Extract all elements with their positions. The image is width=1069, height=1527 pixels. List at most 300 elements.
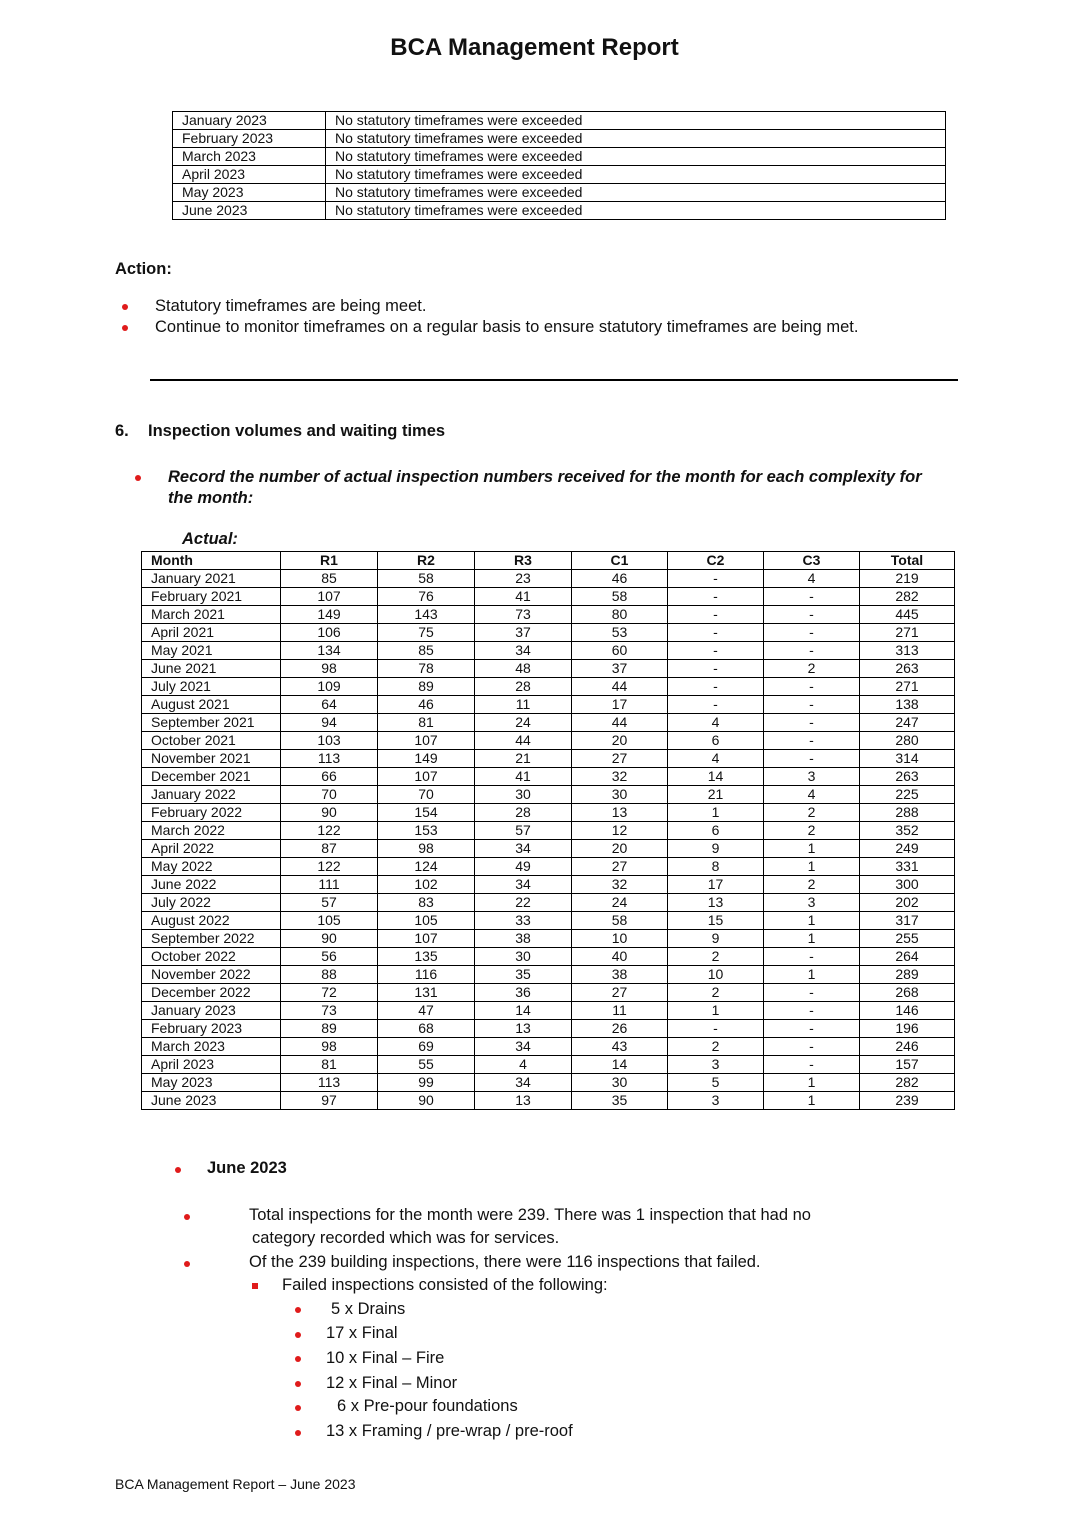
r1-cell: 94 bbox=[281, 714, 378, 732]
c1-cell: 12 bbox=[572, 822, 668, 840]
r2-cell: 131 bbox=[378, 984, 475, 1002]
column-header-month: Month bbox=[142, 552, 281, 570]
table-row bbox=[142, 876, 955, 894]
c1-cell: 58 bbox=[572, 912, 668, 930]
c1-cell: 46 bbox=[572, 570, 668, 588]
month-cell: July 2022 bbox=[142, 894, 281, 912]
r3-cell: 21 bbox=[475, 750, 572, 768]
table-row bbox=[173, 166, 946, 184]
c2-cell: - bbox=[668, 642, 764, 660]
total-cell: 219 bbox=[860, 570, 955, 588]
table-header-row bbox=[142, 552, 955, 570]
c1-cell: 14 bbox=[572, 1056, 668, 1074]
table-row bbox=[142, 1038, 955, 1056]
r3-cell: 44 bbox=[475, 732, 572, 750]
month-cell: February 2022 bbox=[142, 804, 281, 822]
r3-cell: 34 bbox=[475, 876, 572, 894]
r2-cell: 107 bbox=[378, 768, 475, 786]
table-row bbox=[142, 1074, 955, 1092]
table-row bbox=[142, 984, 955, 1002]
square-bullet-icon bbox=[252, 1283, 258, 1289]
r1-cell: 87 bbox=[281, 840, 378, 858]
c2-cell: - bbox=[668, 588, 764, 606]
c2-cell: - bbox=[668, 1020, 764, 1038]
r1-cell: 89 bbox=[281, 1020, 378, 1038]
r3-cell: 28 bbox=[475, 804, 572, 822]
r3-cell: 13 bbox=[475, 1092, 572, 1110]
c3-cell: - bbox=[764, 624, 860, 642]
c1-cell: 17 bbox=[572, 696, 668, 714]
r3-cell: 13 bbox=[475, 1020, 572, 1038]
r1-cell: 109 bbox=[281, 678, 378, 696]
r2-cell: 46 bbox=[378, 696, 475, 714]
r1-cell: 105 bbox=[281, 912, 378, 930]
c1-cell: 60 bbox=[572, 642, 668, 660]
c3-cell: 1 bbox=[764, 966, 860, 984]
column-header-c1: C1 bbox=[572, 552, 668, 570]
total-cell: 300 bbox=[860, 876, 955, 894]
r1-cell: 107 bbox=[281, 588, 378, 606]
month-cell: February 2023 bbox=[173, 130, 326, 148]
total-cell: 445 bbox=[860, 606, 955, 624]
table-row bbox=[142, 660, 955, 678]
r2-cell: 89 bbox=[378, 678, 475, 696]
c1-cell: 58 bbox=[572, 588, 668, 606]
c3-cell: 3 bbox=[764, 894, 860, 912]
r1-cell: 57 bbox=[281, 894, 378, 912]
r2-cell: 153 bbox=[378, 822, 475, 840]
c2-cell: 2 bbox=[668, 948, 764, 966]
bullet-icon bbox=[295, 1405, 301, 1411]
table-row bbox=[142, 858, 955, 876]
r3-cell: 34 bbox=[475, 1074, 572, 1092]
failed-item: 17 x Final bbox=[326, 1324, 398, 1342]
total-cell: 239 bbox=[860, 1092, 955, 1110]
r1-cell: 70 bbox=[281, 786, 378, 804]
c2-cell: 1 bbox=[668, 1002, 764, 1020]
table-row bbox=[142, 1056, 955, 1074]
r2-cell: 47 bbox=[378, 1002, 475, 1020]
r3-cell: 23 bbox=[475, 570, 572, 588]
actual-label: Actual: bbox=[182, 530, 238, 548]
failed-item: 13 x Framing / pre-wrap / pre-roof bbox=[326, 1422, 573, 1440]
action-heading: Action: bbox=[115, 260, 172, 278]
total-cell: 225 bbox=[860, 786, 955, 804]
month-cell: February 2021 bbox=[142, 588, 281, 606]
c2-cell: - bbox=[668, 678, 764, 696]
month-cell: January 2022 bbox=[142, 786, 281, 804]
status-cell: No statutory timeframes were exceeded bbox=[326, 166, 946, 184]
r2-cell: 107 bbox=[378, 732, 475, 750]
table-row bbox=[142, 948, 955, 966]
c2-cell: 2 bbox=[668, 1038, 764, 1056]
c1-cell: 27 bbox=[572, 984, 668, 1002]
status-cell: No statutory timeframes were exceeded bbox=[326, 112, 946, 130]
failed-item: 10 x Final – Fire bbox=[326, 1349, 445, 1367]
c3-cell: 2 bbox=[764, 804, 860, 822]
bullet-icon bbox=[295, 1430, 301, 1436]
table-row bbox=[142, 642, 955, 660]
c1-cell: 44 bbox=[572, 678, 668, 696]
section-intro: Record the number of actual inspection numbers received for the month for each complexity for the month: bbox=[168, 468, 922, 507]
c1-cell: 43 bbox=[572, 1038, 668, 1056]
r1-cell: 72 bbox=[281, 984, 378, 1002]
r1-cell: 85 bbox=[281, 570, 378, 588]
status-cell: No statutory timeframes were exceeded bbox=[326, 184, 946, 202]
bullet-icon bbox=[122, 304, 128, 310]
c3-cell: 2 bbox=[764, 876, 860, 894]
c3-cell: 2 bbox=[764, 660, 860, 678]
r1-cell: 149 bbox=[281, 606, 378, 624]
total-cell: 317 bbox=[860, 912, 955, 930]
month-cell: February 2023 bbox=[142, 1020, 281, 1038]
c1-cell: 11 bbox=[572, 1002, 668, 1020]
c1-cell: 35 bbox=[572, 1092, 668, 1110]
bullet-icon bbox=[135, 475, 141, 481]
c3-cell: - bbox=[764, 1056, 860, 1074]
total-cell: 138 bbox=[860, 696, 955, 714]
column-header-r1: R1 bbox=[281, 552, 378, 570]
month-cell: March 2023 bbox=[142, 1038, 281, 1056]
c3-cell: - bbox=[764, 984, 860, 1002]
c2-cell: 3 bbox=[668, 1056, 764, 1074]
r2-cell: 105 bbox=[378, 912, 475, 930]
month-cell: December 2022 bbox=[142, 984, 281, 1002]
total-cell: 331 bbox=[860, 858, 955, 876]
failed-item: 5 x Drains bbox=[331, 1300, 406, 1318]
r1-cell: 122 bbox=[281, 822, 378, 840]
bullet-icon bbox=[295, 1332, 301, 1338]
column-header-c3: C3 bbox=[764, 552, 860, 570]
c3-cell: - bbox=[764, 750, 860, 768]
r3-cell: 57 bbox=[475, 822, 572, 840]
c2-cell: - bbox=[668, 624, 764, 642]
table-row bbox=[142, 822, 955, 840]
table-row bbox=[173, 184, 946, 202]
section-heading: Inspection volumes and waiting times bbox=[148, 422, 446, 440]
r2-cell: 143 bbox=[378, 606, 475, 624]
c3-cell: - bbox=[764, 588, 860, 606]
action-item: Statutory timeframes are being meet. bbox=[155, 297, 427, 315]
r3-cell: 30 bbox=[475, 948, 572, 966]
total-cell: 202 bbox=[860, 894, 955, 912]
month-cell: October 2022 bbox=[142, 948, 281, 966]
table-row bbox=[142, 750, 955, 768]
c3-cell: - bbox=[764, 1020, 860, 1038]
bullet-icon bbox=[295, 1307, 301, 1313]
table-row bbox=[142, 966, 955, 984]
table-row bbox=[142, 894, 955, 912]
month-cell: May 2021 bbox=[142, 642, 281, 660]
timeframes-table bbox=[172, 111, 946, 220]
failed-item: 12 x Final – Minor bbox=[326, 1374, 458, 1392]
c3-cell: 4 bbox=[764, 570, 860, 588]
r1-cell: 64 bbox=[281, 696, 378, 714]
r1-cell: 122 bbox=[281, 858, 378, 876]
bullet-icon bbox=[122, 325, 128, 331]
total-cell: 249 bbox=[860, 840, 955, 858]
table-row bbox=[173, 130, 946, 148]
bullet-icon bbox=[295, 1356, 301, 1362]
r2-cell: 83 bbox=[378, 894, 475, 912]
section-divider bbox=[150, 379, 958, 381]
c3-cell: - bbox=[764, 732, 860, 750]
column-header-r3: R3 bbox=[475, 552, 572, 570]
c1-cell: 80 bbox=[572, 606, 668, 624]
failed-intro: Failed inspections consisted of the following: bbox=[282, 1276, 608, 1294]
month-cell: August 2022 bbox=[142, 912, 281, 930]
c2-cell: 5 bbox=[668, 1074, 764, 1092]
r3-cell: 48 bbox=[475, 660, 572, 678]
c2-cell: 6 bbox=[668, 822, 764, 840]
r3-cell: 28 bbox=[475, 678, 572, 696]
table-row bbox=[142, 606, 955, 624]
month-cell: June 2021 bbox=[142, 660, 281, 678]
june-point-continued: category recorded which was for services. bbox=[252, 1229, 560, 1247]
c1-cell: 30 bbox=[572, 786, 668, 804]
month-cell: June 2022 bbox=[142, 876, 281, 894]
page-footer: BCA Management Report – June 2023 bbox=[115, 1476, 356, 1492]
r3-cell: 11 bbox=[475, 696, 572, 714]
total-cell: 196 bbox=[860, 1020, 955, 1038]
june-point: Of the 239 building inspections, there were 116 inspections that failed. bbox=[249, 1253, 761, 1271]
r1-cell: 134 bbox=[281, 642, 378, 660]
total-cell: 289 bbox=[860, 966, 955, 984]
c3-cell: - bbox=[764, 642, 860, 660]
total-cell: 314 bbox=[860, 750, 955, 768]
c3-cell: - bbox=[764, 714, 860, 732]
r1-cell: 88 bbox=[281, 966, 378, 984]
c3-cell: 4 bbox=[764, 786, 860, 804]
bullet-icon bbox=[184, 1261, 190, 1267]
c2-cell: 13 bbox=[668, 894, 764, 912]
month-cell: December 2021 bbox=[142, 768, 281, 786]
month-cell: April 2021 bbox=[142, 624, 281, 642]
total-cell: 268 bbox=[860, 984, 955, 1002]
month-cell: June 2023 bbox=[173, 202, 326, 220]
table-row bbox=[142, 912, 955, 930]
c3-cell: 1 bbox=[764, 912, 860, 930]
c2-cell: 10 bbox=[668, 966, 764, 984]
c1-cell: 10 bbox=[572, 930, 668, 948]
r1-cell: 56 bbox=[281, 948, 378, 966]
c3-cell: - bbox=[764, 1038, 860, 1056]
r3-cell: 30 bbox=[475, 786, 572, 804]
c2-cell: - bbox=[668, 570, 764, 588]
c3-cell: 2 bbox=[764, 822, 860, 840]
r2-cell: 116 bbox=[378, 966, 475, 984]
c2-cell: 1 bbox=[668, 804, 764, 822]
action-item: Continue to monitor timeframes on a regular basis to ensure statutory timeframes are being met. bbox=[155, 318, 859, 336]
table-row bbox=[142, 1020, 955, 1038]
r3-cell: 49 bbox=[475, 858, 572, 876]
month-cell: January 2023 bbox=[173, 112, 326, 130]
inspection-volumes-table bbox=[141, 551, 955, 1110]
r1-cell: 113 bbox=[281, 1074, 378, 1092]
r1-cell: 103 bbox=[281, 732, 378, 750]
month-cell: March 2021 bbox=[142, 606, 281, 624]
c3-cell: - bbox=[764, 948, 860, 966]
r3-cell: 14 bbox=[475, 1002, 572, 1020]
month-cell: May 2022 bbox=[142, 858, 281, 876]
month-cell: September 2021 bbox=[142, 714, 281, 732]
status-cell: No statutory timeframes were exceeded bbox=[326, 130, 946, 148]
table-row bbox=[142, 714, 955, 732]
c1-cell: 38 bbox=[572, 966, 668, 984]
r3-cell: 22 bbox=[475, 894, 572, 912]
c3-cell: - bbox=[764, 606, 860, 624]
c1-cell: 20 bbox=[572, 840, 668, 858]
c2-cell: 17 bbox=[668, 876, 764, 894]
c1-cell: 30 bbox=[572, 1074, 668, 1092]
r2-cell: 99 bbox=[378, 1074, 475, 1092]
c3-cell: 1 bbox=[764, 1074, 860, 1092]
table-row bbox=[142, 1092, 955, 1110]
total-cell: 288 bbox=[860, 804, 955, 822]
table-row bbox=[142, 570, 955, 588]
r3-cell: 34 bbox=[475, 642, 572, 660]
status-cell: No statutory timeframes were exceeded bbox=[326, 148, 946, 166]
c3-cell: 1 bbox=[764, 1092, 860, 1110]
r3-cell: 34 bbox=[475, 840, 572, 858]
total-cell: 247 bbox=[860, 714, 955, 732]
table-row bbox=[142, 840, 955, 858]
c3-cell: 1 bbox=[764, 930, 860, 948]
total-cell: 255 bbox=[860, 930, 955, 948]
r2-cell: 81 bbox=[378, 714, 475, 732]
c2-cell: 9 bbox=[668, 930, 764, 948]
r3-cell: 36 bbox=[475, 984, 572, 1002]
r2-cell: 75 bbox=[378, 624, 475, 642]
c2-cell: 4 bbox=[668, 750, 764, 768]
month-cell: January 2023 bbox=[142, 1002, 281, 1020]
r3-cell: 34 bbox=[475, 1038, 572, 1056]
c2-cell: 6 bbox=[668, 732, 764, 750]
page-title: BCA Management Report bbox=[390, 34, 679, 61]
month-cell: April 2023 bbox=[142, 1056, 281, 1074]
c3-cell: - bbox=[764, 678, 860, 696]
month-cell: May 2023 bbox=[173, 184, 326, 202]
table-row bbox=[173, 112, 946, 130]
inspection-volumes-body bbox=[142, 570, 955, 1110]
june-point: Total inspections for the month were 239. There was 1 inspection that had no bbox=[249, 1206, 811, 1224]
table-row bbox=[173, 202, 946, 220]
c1-cell: 13 bbox=[572, 804, 668, 822]
c2-cell: 8 bbox=[668, 858, 764, 876]
r2-cell: 98 bbox=[378, 840, 475, 858]
c3-cell: 1 bbox=[764, 840, 860, 858]
total-cell: 157 bbox=[860, 1056, 955, 1074]
r3-cell: 73 bbox=[475, 606, 572, 624]
total-cell: 146 bbox=[860, 1002, 955, 1020]
column-header-r2: R2 bbox=[378, 552, 475, 570]
bullet-icon bbox=[175, 1167, 181, 1173]
month-cell: October 2021 bbox=[142, 732, 281, 750]
month-cell: August 2021 bbox=[142, 696, 281, 714]
r3-cell: 41 bbox=[475, 768, 572, 786]
month-cell: September 2022 bbox=[142, 930, 281, 948]
r1-cell: 106 bbox=[281, 624, 378, 642]
bullet-icon bbox=[295, 1381, 301, 1387]
total-cell: 313 bbox=[860, 642, 955, 660]
r1-cell: 113 bbox=[281, 750, 378, 768]
c2-cell: 4 bbox=[668, 714, 764, 732]
table-row bbox=[142, 732, 955, 750]
month-cell: March 2022 bbox=[142, 822, 281, 840]
total-cell: 352 bbox=[860, 822, 955, 840]
c1-cell: 53 bbox=[572, 624, 668, 642]
c1-cell: 32 bbox=[572, 876, 668, 894]
r1-cell: 73 bbox=[281, 1002, 378, 1020]
r2-cell: 55 bbox=[378, 1056, 475, 1074]
c2-cell: - bbox=[668, 606, 764, 624]
c2-cell: 15 bbox=[668, 912, 764, 930]
r3-cell: 38 bbox=[475, 930, 572, 948]
total-cell: 271 bbox=[860, 624, 955, 642]
june-heading: June 2023 bbox=[207, 1159, 287, 1177]
timeframes-table-body bbox=[173, 112, 946, 220]
r3-cell: 4 bbox=[475, 1056, 572, 1074]
total-cell: 246 bbox=[860, 1038, 955, 1056]
month-cell: March 2023 bbox=[173, 148, 326, 166]
total-cell: 282 bbox=[860, 588, 955, 606]
c2-cell: - bbox=[668, 696, 764, 714]
c1-cell: 37 bbox=[572, 660, 668, 678]
table-row bbox=[173, 148, 946, 166]
c2-cell: 2 bbox=[668, 984, 764, 1002]
c3-cell: 1 bbox=[764, 858, 860, 876]
c1-cell: 27 bbox=[572, 750, 668, 768]
r3-cell: 33 bbox=[475, 912, 572, 930]
table-row bbox=[142, 786, 955, 804]
table-row bbox=[142, 804, 955, 822]
month-cell: January 2021 bbox=[142, 570, 281, 588]
month-cell: June 2023 bbox=[142, 1092, 281, 1110]
total-cell: 282 bbox=[860, 1074, 955, 1092]
c1-cell: 27 bbox=[572, 858, 668, 876]
r2-cell: 124 bbox=[378, 858, 475, 876]
c2-cell: 3 bbox=[668, 1092, 764, 1110]
c1-cell: 40 bbox=[572, 948, 668, 966]
r3-cell: 24 bbox=[475, 714, 572, 732]
month-cell: May 2023 bbox=[142, 1074, 281, 1092]
total-cell: 263 bbox=[860, 660, 955, 678]
column-header-c2: C2 bbox=[668, 552, 764, 570]
r2-cell: 90 bbox=[378, 1092, 475, 1110]
r2-cell: 68 bbox=[378, 1020, 475, 1038]
month-cell: November 2022 bbox=[142, 966, 281, 984]
c2-cell: 21 bbox=[668, 786, 764, 804]
r1-cell: 97 bbox=[281, 1092, 378, 1110]
r2-cell: 85 bbox=[378, 642, 475, 660]
table-row bbox=[142, 624, 955, 642]
r2-cell: 107 bbox=[378, 930, 475, 948]
table-row bbox=[142, 1002, 955, 1020]
failed-item: 6 x Pre-pour foundations bbox=[337, 1397, 518, 1415]
c1-cell: 26 bbox=[572, 1020, 668, 1038]
total-cell: 280 bbox=[860, 732, 955, 750]
r1-cell: 81 bbox=[281, 1056, 378, 1074]
r2-cell: 58 bbox=[378, 570, 475, 588]
r2-cell: 135 bbox=[378, 948, 475, 966]
total-cell: 264 bbox=[860, 948, 955, 966]
table-row bbox=[142, 588, 955, 606]
r3-cell: 37 bbox=[475, 624, 572, 642]
table-row bbox=[142, 930, 955, 948]
r2-cell: 70 bbox=[378, 786, 475, 804]
r2-cell: 78 bbox=[378, 660, 475, 678]
r3-cell: 41 bbox=[475, 588, 572, 606]
